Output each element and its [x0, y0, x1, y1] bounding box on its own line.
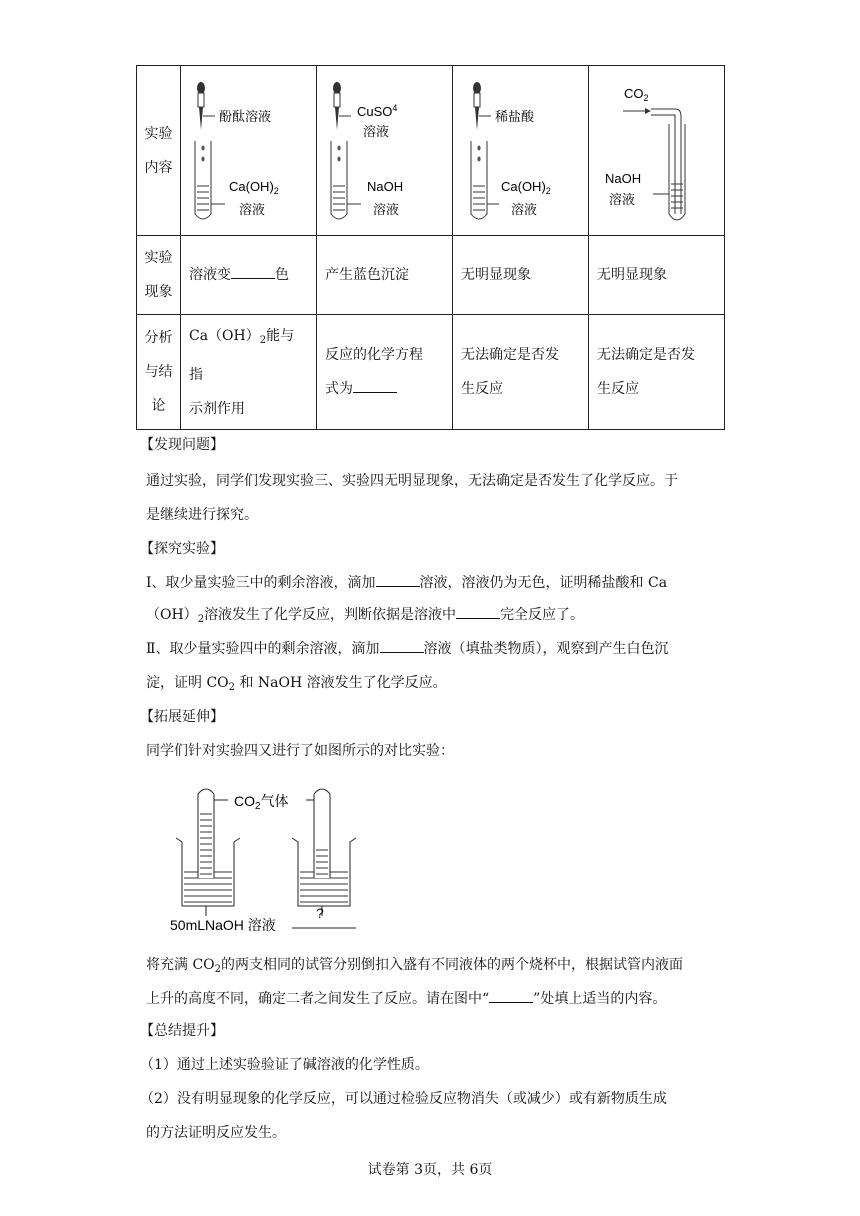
- section-title-explore: 【探究实验】: [140, 541, 224, 557]
- explore-1-line-1: Ⅰ、取少量实验三中的剩余溶液，滴加 溶液，溶液仍为无色，证明稀盐酸和 Ca: [146, 575, 668, 591]
- svg-text:溶液: 溶液: [373, 202, 400, 217]
- after-fig-line-1: 将充满 $CO_2$的两支相同的试管分别倒扣入盛有不同液体的两个烧杯中，根据试管内液面: [146, 957, 684, 975]
- explore-2-line-1: Ⅱ、取少量实验四中的剩余溶液，滴加 溶液（填盐类物质），观察到产生白色沉: [146, 641, 669, 657]
- svg-text:溶液: 溶液: [363, 124, 390, 139]
- phenomenon-3: 无明显现象: [453, 236, 589, 315]
- svg-text:NaOH: NaOH: [605, 171, 642, 186]
- summary-1: （1）通过上述实验验证了碱溶液的化学性质。: [140, 1057, 429, 1073]
- row-header-phenomenon: 实验现象: [137, 236, 181, 315]
- blank-ion[interactable]: [456, 606, 500, 619]
- phenomenon-1: 溶液变 色: [181, 236, 317, 315]
- svg-text:CO2: $CO_2$: [624, 86, 649, 103]
- conclusion-3: 无法确定是否发 生反应: [453, 315, 589, 430]
- row-header-content: 实验内容: [137, 66, 181, 236]
- blank-equation[interactable]: [353, 380, 397, 393]
- blank-fig[interactable]: [489, 990, 533, 1003]
- svg-text:稀盐酸: 稀盐酸: [495, 109, 535, 124]
- svg-text:NaOH: NaOH: [367, 179, 404, 194]
- conclusion-4: 无法确定是否发 生反应: [589, 315, 725, 430]
- diagram-phenolphthalein: [181, 66, 317, 236]
- phenomenon-4: 无明显现象: [589, 236, 725, 315]
- svg-text:CuSO4: CuSO$^4$: [357, 103, 398, 119]
- blank-salt[interactable]: [380, 640, 424, 653]
- explore-1-line-2: $(OH)_2$溶液发生了化学反应，判断依据是溶液中 完全反应了。: [146, 607, 585, 625]
- svg-text:Ca(OH)2: $Ca(OH)_2$: [501, 179, 551, 196]
- extend-line-1: 同学们针对实验四又进行了如图所示的对比实验：: [146, 743, 454, 759]
- svg-text:溶液: 溶液: [511, 202, 538, 217]
- section-title-summary: 【总结提升】: [140, 1023, 224, 1039]
- comparison-figure: [170, 780, 370, 940]
- summary-2-line-1: （2）没有明显现象的化学反应，可以通过检验反应物消失（或减少）或有新物质生成: [140, 1091, 667, 1107]
- section-title-discover: 【发现问题】: [140, 437, 224, 453]
- fig-question-mark: ?: [316, 905, 324, 921]
- phenomenon-2: 产生蓝色沉淀: [317, 236, 453, 315]
- svg-text:溶液: 溶液: [239, 202, 266, 217]
- summary-2-line-2: 的方法证明反应发生。: [146, 1125, 286, 1141]
- svg-text:溶液: 溶液: [609, 192, 636, 207]
- diagram-cuso4: [317, 66, 453, 236]
- diagram-co2: [589, 66, 725, 236]
- svg-text:CO2气体: $CO_2$气体: [234, 793, 289, 812]
- explore-2-line-2: 淀，证明 $CO_2$ 和 NaOH 溶液发生了化学反应。: [146, 675, 447, 693]
- blank-color[interactable]: [231, 266, 275, 279]
- discover-line-1: 通过实验，同学们发现实验三、实验四无明显现象，无法确定是否发生了化学反应。于: [146, 473, 678, 489]
- row-header-conclusion: 分析与结论: [137, 315, 181, 430]
- after-fig-line-2: 上升的高度不同，确定二者之间发生了反应。请在图中“ ”处填上适当的内容。: [146, 991, 667, 1007]
- conclusion-2: 反应的化学方程 式为: [317, 315, 453, 430]
- diagram-hcl: [453, 66, 589, 236]
- conclusion-1: $Ca(OH)_2$能与指 示剂作用: [181, 315, 317, 430]
- fig-left-label: 50mLNaOH 溶液: [170, 917, 276, 933]
- experiment-table: [136, 65, 725, 430]
- page-footer: 试卷第 3页，共 6页: [367, 1162, 493, 1178]
- discover-line-2: 是继续进行探究。: [146, 507, 258, 523]
- reagent-label-1: 酚酞溶液: [219, 109, 272, 124]
- section-title-extend: 【拓展延伸】: [140, 709, 224, 725]
- blank-reagent[interactable]: [376, 574, 420, 587]
- svg-text:Ca(OH)2: $Ca(OH)_2$: [229, 179, 279, 196]
